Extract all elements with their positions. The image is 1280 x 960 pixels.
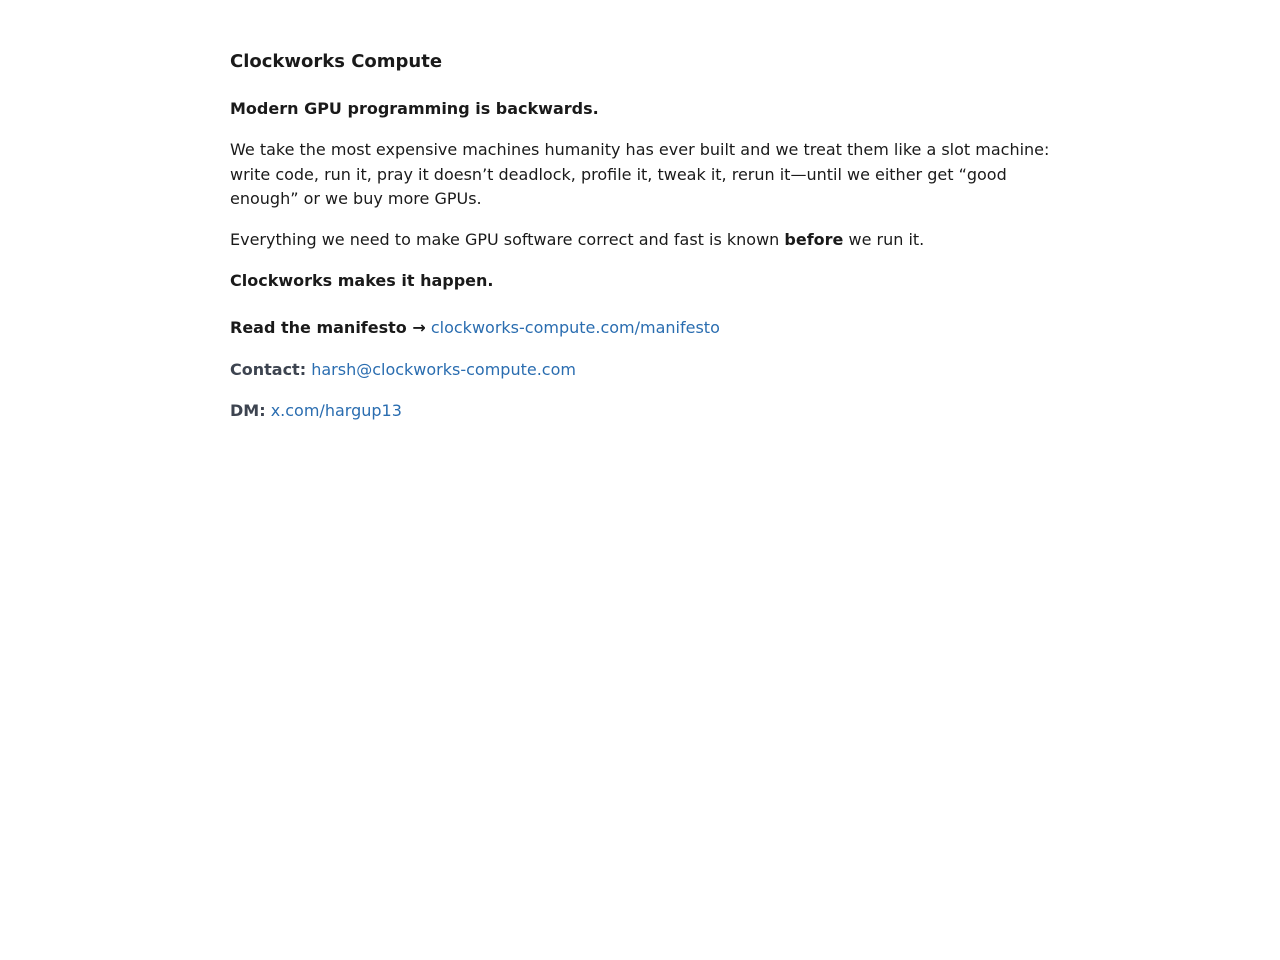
- manifesto-label: Read the manifesto →: [230, 318, 426, 337]
- intro-paragraph: We take the most expensive machines humanity has ever built and we treat them like a slot machine: write code, run it, pray it doesn’t deadlock, profile it, tweak it, rerun it—until we either get “good enough” or we buy more GPUs.: [230, 140, 1050, 208]
- manifesto-row: [230, 316, 1060, 341]
- contact-row: [230, 358, 1060, 383]
- thesis-paragraph: [230, 228, 1060, 253]
- site-title: Clockworks Compute: [230, 51, 443, 72]
- contact-email-link[interactable]: harsh@clockworks-compute.com: [311, 360, 576, 379]
- dm-link[interactable]: x.com/hargup13: [270, 401, 402, 420]
- lead-statement: Modern GPU programming is backwards.: [230, 99, 599, 118]
- contact-label: Contact:: [230, 360, 307, 379]
- manifesto-link[interactable]: clockworks-compute.com/manifesto: [430, 318, 720, 337]
- thesis-text-start: Everything we need to make GPU software correct and fast is known: [230, 230, 785, 249]
- thesis-text-end: we run it.: [843, 230, 925, 249]
- closing-statement: Clockworks makes it happen.: [230, 271, 494, 290]
- dm-row: [230, 399, 1060, 424]
- thesis-emphasis: before: [784, 230, 844, 249]
- dm-label: DM:: [230, 401, 266, 420]
